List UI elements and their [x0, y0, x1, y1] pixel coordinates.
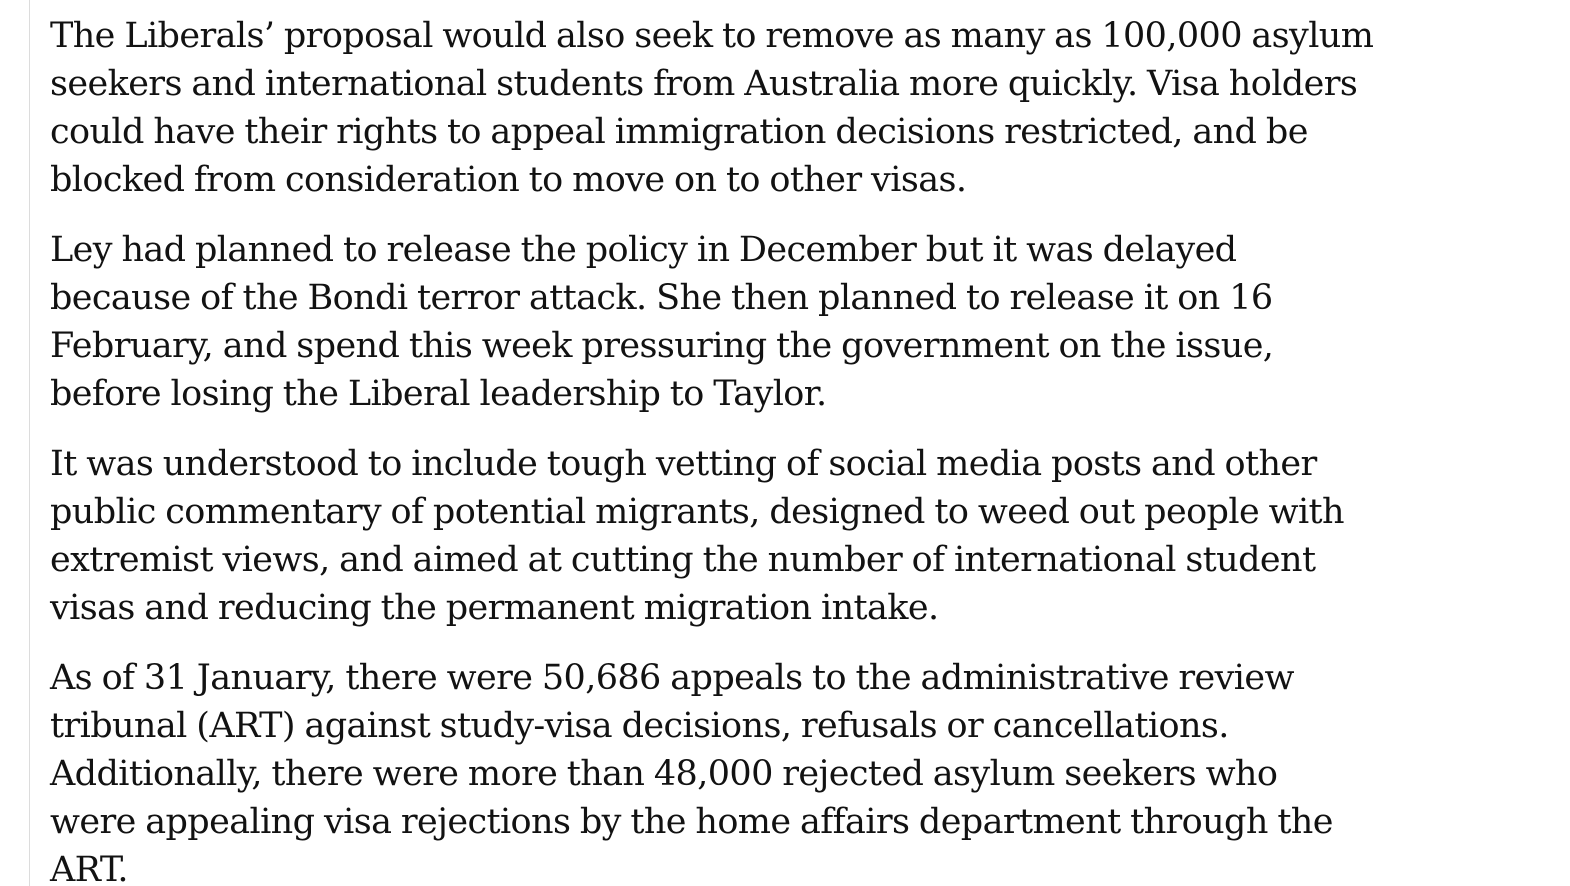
text-line: public commentary of potential migrants, designed to weed out people with — [50, 492, 1344, 532]
text-line: were appealing visa rejections by the home affairs department through the — [50, 802, 1333, 842]
text-line: before losing the Liberal leadership to Taylor. — [50, 374, 827, 414]
text-line: Additionally, there were more than 48,000 rejected asylum seekers who — [50, 754, 1278, 794]
paragraph-policy-release — [50, 226, 1310, 418]
text-line: extremist views, and aimed at cutting the number of international student — [50, 540, 1316, 580]
text-line: because of the Bondi terror attack. She then planned to release it on 16 — [50, 278, 1273, 318]
text-line: It was understood to include tough vetting of social media posts and other — [50, 444, 1317, 484]
text-line: seekers and international students from Australia more quickly. Visa holders — [50, 64, 1358, 104]
article-body — [50, 12, 1374, 886]
text-line: could have their rights to appeal immigration decisions restricted, and be — [50, 112, 1308, 152]
text-line: As of 31 January, there were 50,686 appeals to the administrative review — [50, 658, 1294, 698]
text-line: Ley had planned to release the policy in December but it was delayed — [50, 230, 1237, 270]
text-line: visas and reducing the permanent migration intake. — [50, 588, 939, 628]
column-divider — [29, 0, 30, 886]
paragraph-liberals-proposal — [50, 12, 1374, 204]
text-line: The Liberals’ proposal would also seek to remove as many as 100,000 asylum — [50, 16, 1374, 56]
text-line: February, and spend this week pressuring the government on the issue, — [50, 326, 1274, 366]
text-line: tribunal (ART) against study-visa decisions, refusals or cancellations. — [50, 706, 1229, 746]
paragraph-vetting — [50, 440, 1344, 632]
text-line: blocked from consideration to move on to other visas. — [50, 160, 967, 200]
text-line: ART. — [50, 850, 128, 886]
paragraph-appeals-statistics — [50, 654, 1333, 886]
